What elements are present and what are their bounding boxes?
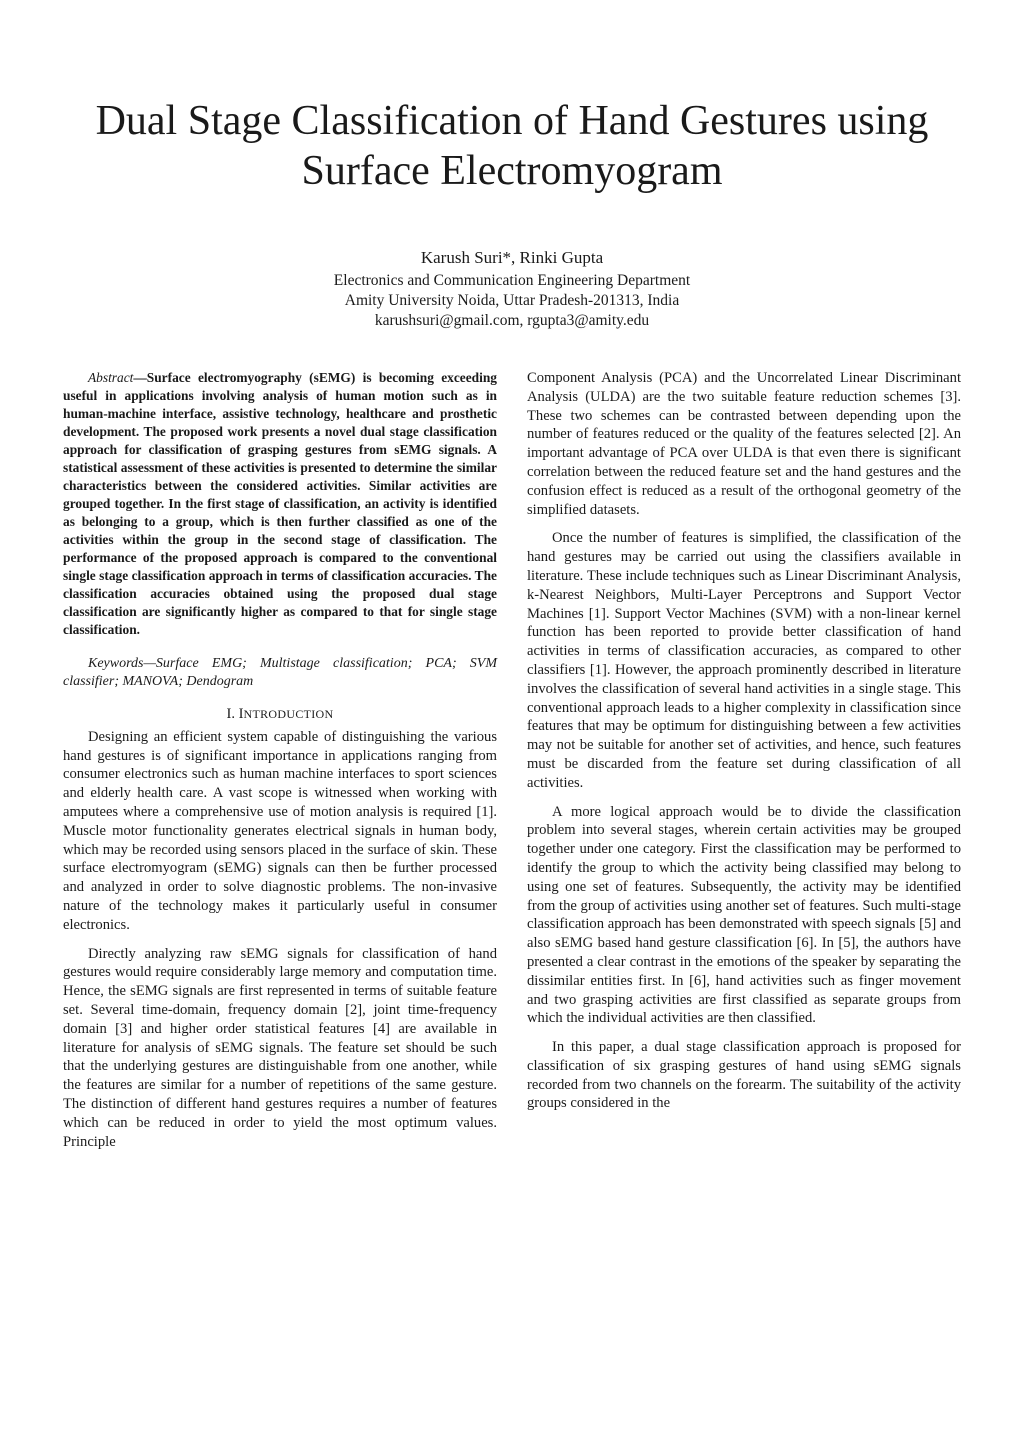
paper-title <box>0 96 1024 196</box>
section-title-rest: NTRODUCTION <box>243 707 334 721</box>
abstract <box>63 369 497 639</box>
paper-title-line-2: Surface Electromyogram <box>301 148 723 194</box>
affiliation-block <box>0 271 1024 331</box>
section-title-initial: I <box>238 706 244 722</box>
author-names: Karush Suri*, Rinki Gupta <box>420 248 604 267</box>
left-column <box>63 369 497 1161</box>
affiliation-department: Electronics and Communication Engineering Department <box>333 272 691 289</box>
right-paragraph-4: In this paper, a dual stage classification approach is proposed for classification of six grasping gestures of hand using sEMG signals recorded from two channels on the forearm. The suitability of the activity groups considered in the <box>527 1039 961 1112</box>
affiliation-university: Amity University Noida, Uttar Pradesh-201313, India <box>344 292 680 309</box>
section-heading-introduction <box>63 705 497 724</box>
affiliation-emails: karushsuri@gmail.com, rgupta3@amity.edu <box>374 312 650 329</box>
abstract-text: —Surface electromyography (sEMG) is becoming exceeding useful in applications involving analysis of human motion such as in human-machine interface, assistive technology, healthcare and prosthetic development. The proposed work presents a novel dual stage classification approach for classification of grasping gestures from sEMG signals. A statistical assessment of these activities is presented to determine the similar characteristics between the considered activities. Similar activities are grouped together. In the first stage of classification, an activity is identified as belonging to a group, which is then further classified as one of the activities within the group in the second stage of classification. The performance of the proposed approach is compared to the conventional single stage classification approach in terms of classification accuracies. The classification accuracies obtained using the proposed dual stage classification are significantly higher as compared to that for single stage classification. <box>63 370 497 637</box>
section-number: I. <box>226 706 235 722</box>
right-paragraph-2: Once the number of features is simplified, the classification of the hand gestures may be carried out using the classifiers available in literature. These include techniques such as Linear Discriminant Analysis, k-Nearest Neighbors, Multi-Layer Perceptrons and Support Vector Machines [1]. Support Vector Machines (SVM) with a non-linear kernel function has been reported to provide better classification of hand activities in terms of classification accuracies, as compared to other classifiers [1]. However, the approach prominently described in literature involves the classification of several hand activities in a single stage. This conventional approach leads to a higher complexity in classification since features that may be optimum for distinguishing between a few activities may not be suitable for another set of activities, and hence, such features must be discarded from the feature set during classification of all activities. <box>527 530 961 791</box>
paper-title-line-1: Dual Stage Classification of Hand Gestures using <box>95 98 929 144</box>
abstract-lead: Abstract <box>88 370 134 385</box>
intro-paragraph-2: Directly analyzing raw sEMG signals for classification of hand gestures would require considerably large memory and computation time. Hence, the sEMG signals are first represented in terms of suitable feature set. Several time-domain, frequency domain [2], joint time-frequency domain [3] and higher order statistical features [4] are available in literature for analysis of sEMG signals. The feature set should be such that the underlying gestures are distinguishable from one another, while the features are similar for a number of repetitions of the same gesture. The distinction of different hand gestures requires a number of features which can be reduced in order to yield the most optimum values. Principle <box>63 945 497 1150</box>
keywords: Keywords—Surface EMG; Multistage classification; PCA; SVM classifier; MANOVA; Dendogram <box>63 656 497 689</box>
right-paragraph-3: A more logical approach would be to divide the classification problem into several stages, wherein certain activities may be grouped together under one category. First the classification may be performed to identify the group to which the activity being classified may belong to using one set of features. Subsequently, the activity may be identified from the group of activities using another set of features. Such multi-stage classification approach has been demonstrated with speech signals [5] and also sEMG based hand gesture classification [6]. In [5], the authors have presented a clear contrast in the emotions of the speaker by separating the dissimilar entities first. In [6], hand activities such as finger movement and two grasping activities are first classified as separate groups from which the individual activities are then classified. <box>527 803 961 1027</box>
intro-paragraph-1: Designing an efficient system capable of distinguishing the various hand gestures is of significant importance in applications ranging from consumer electronics such as human machine interfaces to sport sciences and elderly health care. A vast scope is witnessed when working with amputees where a comprehensive use of motion analysis is required [1]. Muscle motor functionality generates electrical signals in human body, which may be recorded using sensors placed in the surface of skin. These surface electromyogram (sEMG) signals can then be further processed and analyzed in order to solve diagnostic problems. The non-invasive nature of the technology makes it particularly useful in consumer electronics. <box>63 728 497 933</box>
right-column <box>527 369 961 1123</box>
right-paragraph-1: Component Analysis (PCA) and the Uncorrelated Linear Discriminant Analysis (ULDA) are the two suitable feature reduction schemes [3]. These two schemes can be contrasted between depending upon the number of features reduced or the quality of the features selected [2]. An important advantage of PCA over ULDA is that even there is significant correlation between the reduced feature set and the hand gestures and the confusion effect is reduced as a result of the orthogonal geometry of the simplified datasets. <box>527 370 961 518</box>
